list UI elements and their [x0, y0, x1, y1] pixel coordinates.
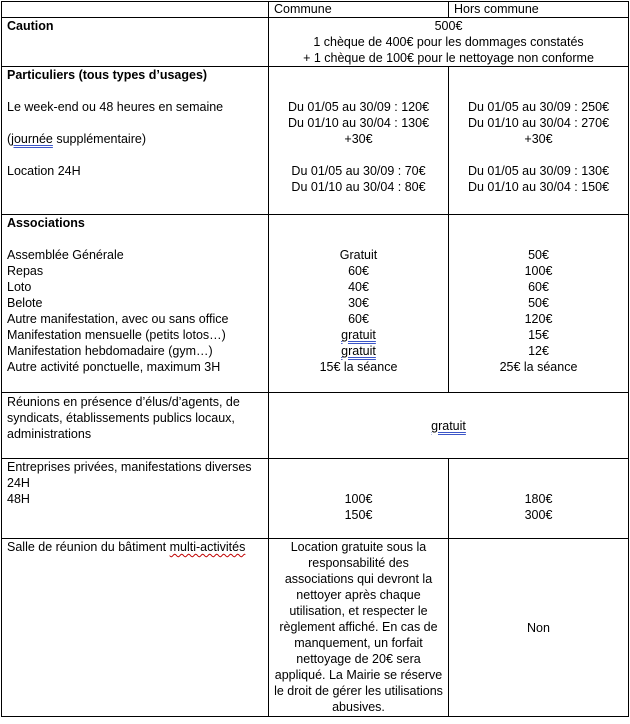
- asso-commune-autre: 60€: [348, 312, 369, 326]
- entreprises-hors-values: [449, 459, 629, 539]
- asso-label-loto: Loto: [7, 280, 32, 294]
- entreprises-label-48h: 48H: [7, 492, 30, 506]
- asso-hors-ponctuelle: 25€ la séance: [499, 360, 578, 374]
- entreprises-label-24h: 24H: [7, 476, 30, 490]
- particuliers-commune-journee: +30€: [344, 132, 373, 146]
- salle-row: [2, 539, 629, 717]
- entreprises-title: Entreprises privées, manifestations diverses: [7, 460, 252, 474]
- entreprises-row: [2, 459, 629, 539]
- asso-hors-belote: 50€: [528, 296, 549, 310]
- asso-commune-loto: 40€: [348, 280, 369, 294]
- asso-label-repas: Repas: [7, 264, 44, 278]
- particuliers-commune-loc-1: Du 01/05 au 30/09 : 70€: [291, 164, 426, 178]
- asso-commune-hebdomadaire: gratuit: [341, 344, 376, 358]
- asso-label-ponctuelle: Autre activité ponctuelle, maximum 3H: [7, 360, 221, 374]
- asso-commune-mensuelle: gratuit: [341, 328, 376, 342]
- associations-labels: [2, 215, 269, 393]
- particuliers-hors-values: [449, 67, 629, 215]
- salle-commune-value: Location gratuite sous la responsabilité des associations qui devront la nettoyer après chaque utilisation, et respecter le règlement affiché. En cas de manquement, un forfait nettoyage de 20€ sera appliqué. La Mairie se réserve le droit de gérer les utilisations abusives.: [269, 539, 449, 717]
- asso-hors-ag: 50€: [528, 248, 549, 262]
- entreprises-commune-24h: 100€: [344, 492, 373, 506]
- caution-cheque-nettoyage: + 1 chèque de 100€ pour le nettoyage non conforme: [303, 51, 594, 65]
- asso-commune-ag: Gratuit: [339, 248, 378, 262]
- asso-hors-loto: 60€: [528, 280, 549, 294]
- asso-label-autre: Autre manifestation, avec ou sans office: [7, 312, 229, 326]
- tarifs-table: [1, 1, 629, 717]
- entreprises-commune-48h: 150€: [344, 508, 373, 522]
- entreprises-commune-values: [269, 459, 449, 539]
- asso-label-hebdomadaire: Manifestation hebdomadaire (gym…): [7, 344, 213, 358]
- particuliers-commune-values: [269, 67, 449, 215]
- particuliers-title: Particuliers (tous types d’usages): [7, 68, 208, 82]
- salle-hors-value: Non: [449, 539, 629, 717]
- reunions-value: gratuit: [269, 393, 629, 459]
- asso-label-mensuelle: Manifestation mensuelle (petits lotos…): [7, 328, 226, 342]
- asso-hors-autre: 120€: [524, 312, 553, 326]
- particuliers-hors-loc-1: Du 01/05 au 30/09 : 130€: [467, 164, 610, 178]
- asso-commune-belote: 30€: [348, 296, 369, 310]
- entreprises-hors-48h: 300€: [524, 508, 553, 522]
- particuliers-row: [2, 67, 629, 215]
- caution-amount: 500€: [434, 19, 463, 33]
- caution-row: [2, 18, 629, 67]
- particuliers-labels: [2, 67, 269, 215]
- asso-hors-mensuelle: 15€: [528, 328, 549, 342]
- journee-word: journée: [11, 132, 53, 146]
- asso-commune-ponctuelle: 15€ la séance: [319, 360, 398, 374]
- asso-hors-hebdomadaire: 12€: [528, 344, 549, 358]
- asso-commune-repas: 60€: [348, 264, 369, 278]
- salle-label: Salle de réunion du bâtiment multi-activités: [2, 539, 269, 717]
- entreprises-labels: [2, 459, 269, 539]
- reunions-label: Réunions en présence d’élus/d’agents, de syndicats, établissements publics locaux, administrations: [2, 393, 269, 459]
- header-commune: Commune: [269, 2, 449, 18]
- particuliers-hors-loc-2: Du 01/10 au 30/04 : 150€: [467, 180, 610, 194]
- particuliers-commune-loc-2: Du 01/10 au 30/04 : 80€: [291, 180, 426, 194]
- asso-label-belote: Belote: [7, 296, 43, 310]
- particuliers-hors-weekend-2: Du 01/10 au 30/04 : 270€: [467, 116, 610, 130]
- multi-activites-word: multi-activités: [169, 540, 246, 554]
- header-empty-cell: [2, 2, 269, 18]
- entreprises-hors-24h: 180€: [524, 492, 553, 506]
- particuliers-weekend-label: Le week-end ou 48 heures en semaine: [7, 100, 224, 114]
- associations-commune-values: [269, 215, 449, 393]
- associations-hors-values: [449, 215, 629, 393]
- caution-values: [269, 18, 629, 67]
- associations-title: Associations: [7, 216, 85, 230]
- particuliers-commune-weekend-2: Du 01/10 au 30/04 : 130€: [287, 116, 430, 130]
- asso-hors-repas: 100€: [524, 264, 553, 278]
- particuliers-journee-label: (journée supplémentaire): [7, 132, 146, 146]
- associations-row: [2, 215, 629, 393]
- reunions-row: [2, 393, 629, 459]
- particuliers-hors-journee: +30€: [524, 132, 553, 146]
- header-row: [2, 2, 629, 18]
- particuliers-hors-weekend-1: Du 01/05 au 30/09 : 250€: [467, 100, 610, 114]
- caution-cheque-dommages: 1 chèque de 400€ pour les dommages constatés: [313, 35, 584, 49]
- header-hors-commune: Hors commune: [449, 2, 629, 18]
- asso-label-ag: Assemblée Générale: [7, 248, 124, 262]
- particuliers-commune-weekend-1: Du 01/05 au 30/09 : 120€: [287, 100, 430, 114]
- caution-label: Caution: [2, 18, 269, 67]
- particuliers-location-label: Location 24H: [7, 164, 81, 178]
